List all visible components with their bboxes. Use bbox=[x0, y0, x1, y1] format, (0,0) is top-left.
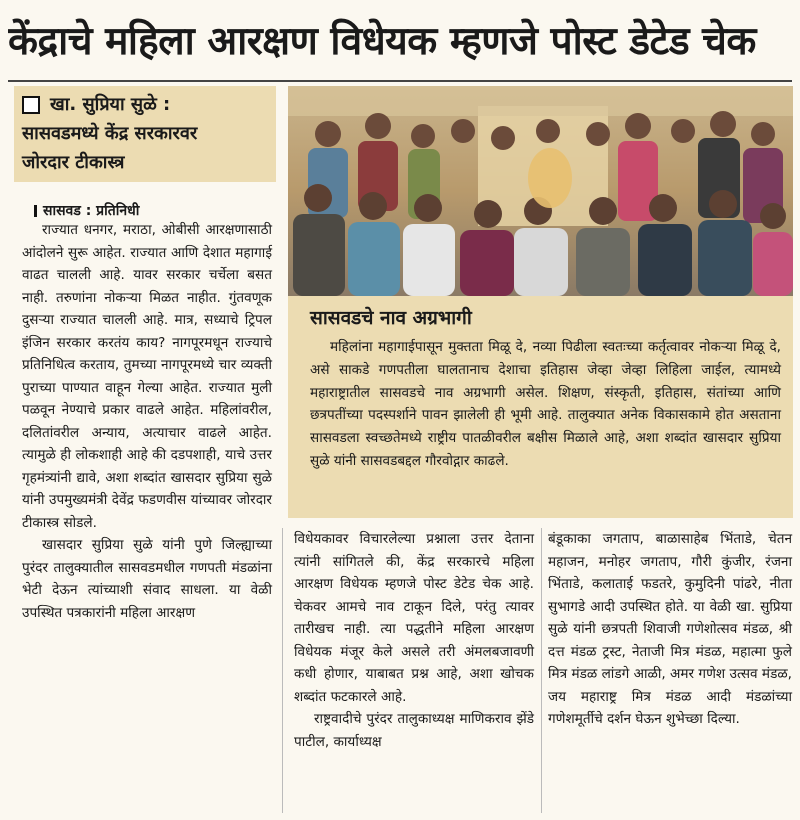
column-2-paragraph-2: राष्ट्रवादीचे पुरंदर तालुकाध्यक्ष माणिकराव झेंडे पाटील, कार्याध्यक्ष bbox=[294, 711, 534, 750]
highlight-box bbox=[288, 296, 793, 518]
subhead-line-1 bbox=[22, 90, 268, 119]
column-1-paragraph-1: राज्यात धनगर, मराठा, ओबीसी आरक्षणासाठी आंदोलने सुरू आहेत. राज्यात आणि देशात महागाई वाढत चालली आहे. यावर सरकार चर्चेला बसत नाही. तरुणांना नोकऱ्या मिळत नाहीत. गुंतवणूक दुसऱ्या राज्यात चालली आहे. मात्र, सध्याचे ट्रिपल इंजिन सरकार करतंय काय? नागपूरमधून राज्याचे प्रतिनिधित्व करताय, तुमच्या नागपूरमध्ये चार व्यक्ती पुराच्या पाण्यात वाहून गेल्या आहेत. राज्यात मुली पळवून नेण्याचे प्रकार वाढले आहेत. महिलांवरील, दलितांवरील अन्याय, अत्याचार वाढले आहेत. त्यामुळे ही लोकशाही आहे की दडपशाही, याचे उत्तर गृहमंत्र्यांनी द्यावे, अशा शब्दांत खासदार सुप्रिया सुळे यांनी उपमुख्यमंत्री देवेंद्र फडणवीस यांच्यावर जोरदार टीकास्त्र सोडले. bbox=[22, 222, 272, 531]
dateline-text: सासवड : प्रतिनिधी bbox=[43, 203, 140, 219]
article-column-1 bbox=[22, 219, 272, 624]
column-divider-1 bbox=[282, 528, 283, 813]
column-2-paragraph-1: विधेयकावर विचारलेल्या प्रश्नाला उत्तर देताना त्यांनी सांगितले की, केंद्र सरकारचे महिला आरक्षण विधेयक म्हणजे पोस्ट डेटेड चेक आहे. चेकवर आमचे नाव टाकून दिले, परंतु त्यावर तारीखच नाही. त्या पद्धतीने महिला आरक्षण विधेयक मंजूर केले असले तरी अंमलबजावणी कधी होणार, याबाबत प्रश्न आहे, अशा खोचक शब्दांत फटकारले आहे. bbox=[294, 531, 534, 705]
group-photo bbox=[288, 86, 793, 296]
highlight-box-text: महिलांना महागाईपासून मुक्तता मिळू दे, नव्या पिढीला स्वतःच्या कर्तृत्वावर नोकऱ्या मिळू दे, असे साकडे गणपतीला घालतानाच देशाचा इतिहास जेव्हा जेव्हा लिहिला जाईल, त्यामध्ये महाराष्ट्रातील सासवडचे नाव अग्रभागी असेल. शिक्षण, संस्कृती, इतिहास, संतांच्या आणि छत्रपतींच्या पदस्पर्शाने पावन झालेली ही भूमी आहे. तालुक्यात अनेक विकासकामे होत असताना सासवडला स्वच्छतेमध्ये राष्ट्रीय पातळीवरील बक्षीस मिळाले आहे, अशा शब्दांत खासदार सुप्रिया सुळे यांनी सासवडबद्दल गौरवोद्गार काढले. bbox=[310, 339, 781, 469]
column-3-paragraph-1: बंडूकाका जगताप, बाळासाहेब भिंताडे, चेतन महाजन, मनोहर जगताप, गौरी कुंजीर, रंजना भिंताडे, कलाताई फडतरे, कुमुदिनी पांढरे, नीता सुभागडे आदी उपस्थित होते. या वेळी खा. सुप्रिया सुळे यांनी छत्रपती शिवाजी गणेशोत्सव मंडळ, श्री दत्त मंडळ ट्रस्ट, नेताजी मित्र मंडळ, महात्मा फुले मित्र मंडळ लांडगे आळी, अमर गणेश उत्सव मंडळ, जय महाराष्ट्र मित्र मंडळ आदी मंडळांच्या गणेशमूर्तीचे दर्शन घेऊन शुभेच्छा दिल्या. bbox=[548, 531, 792, 727]
subhead-line-2: सासवडमध्ये केंद्र सरकारवर bbox=[22, 123, 198, 144]
checkbox-icon bbox=[22, 96, 40, 114]
column-1-paragraph-2: खासदार सुप्रिया सुळे यांनी पुणे जिल्ह्याच्या पुरंदर तालुक्यातील सासवडमधील गणपती मंडळांना भेटी देऊन त्यांच्याशी संवाद साधला. या वेळी उपस्थित पत्रकारांनी महिला आरक्षण bbox=[22, 537, 272, 621]
dateline bbox=[34, 201, 139, 220]
group-photo-image bbox=[288, 86, 793, 296]
column-divider-2 bbox=[541, 528, 542, 813]
article-column-2 bbox=[294, 528, 534, 753]
subhead-line-3: जोरदार टीकास्त्र bbox=[22, 152, 125, 173]
subhead-name: खा. सुप्रिया सुळे : bbox=[50, 94, 171, 115]
subhead-box bbox=[14, 86, 276, 182]
headline: केंद्राचे महिला आरक्षण विधेयक म्हणजे पोस्ट डेटेड चेक bbox=[8, 19, 756, 64]
headline-rule bbox=[8, 80, 792, 82]
highlight-box-title: सासवडचे नाव अग्रभागी bbox=[310, 307, 472, 329]
dateline-bar-icon bbox=[34, 205, 37, 217]
article-column-3 bbox=[548, 528, 792, 731]
